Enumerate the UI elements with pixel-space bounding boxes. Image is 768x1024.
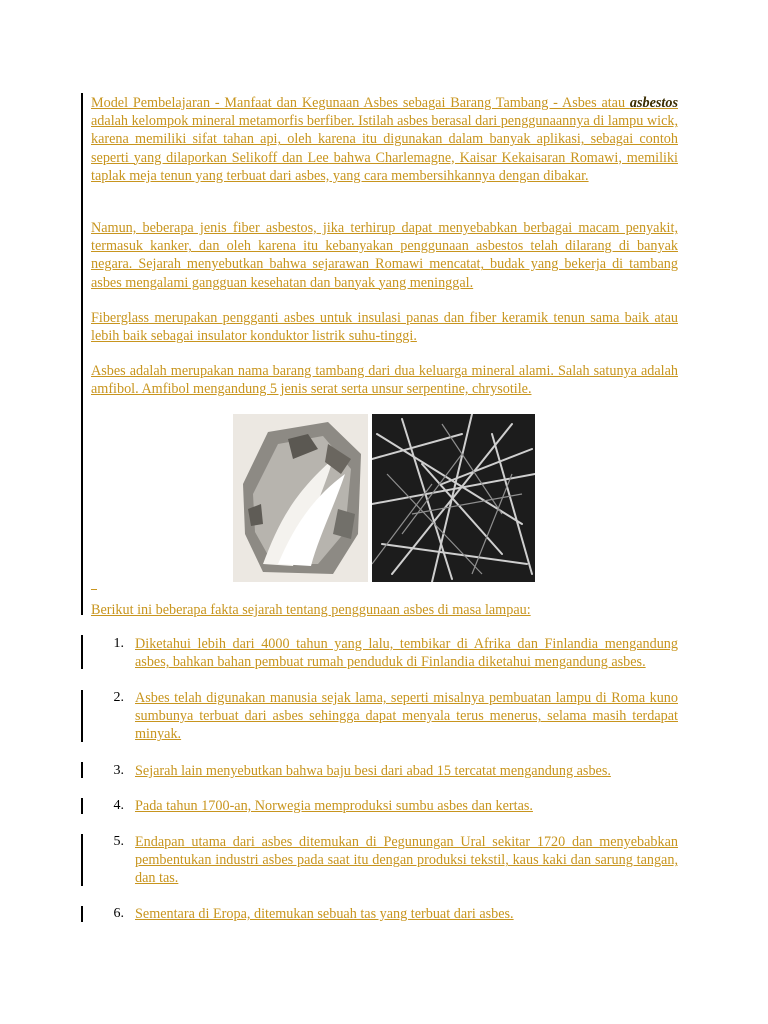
list-number: 4.: [113, 798, 124, 813]
list-item[interactable]: [91, 833, 678, 888]
list-item-text: Endapan utama dari asbes ditemukan di Pegunungan Ural sekitar 1720 dan menyebabkan pembentukan industri asbes pada saat itu dengan produksi tekstil, kaus kaki dan sarung tangan, dan tas.: [135, 834, 678, 887]
list-number: 6.: [113, 906, 124, 921]
revision-bar: [81, 635, 83, 669]
list-number: 3.: [113, 763, 124, 778]
list-item-text: Sementara di Eropa, ditemukan sebuah tas yang terbuat dari asbes.: [135, 906, 514, 922]
list-item-text: Asbes telah digunakan manusia sejak lama, seperti misalnya pembuatan lampu di Roma kuno sumbunya terbuat dari asbes sehingga dapat menyala terus menerus, selama masih terdapat minyak.: [135, 690, 678, 743]
revision-bar: [81, 834, 83, 886]
list-item-text: Sejarah lain menyebutkan bahwa baju besi dari abad 15 tercatat mengandung asbes.: [135, 763, 611, 779]
revision-bar: [81, 93, 83, 615]
revision-bar: [81, 798, 83, 814]
intro-text-continued: adalah kelompok mineral metamorfis berfiber. Istilah asbes berasal dari penggunaannya di lampu wick, karena memiliki sifat tahan api, oleh karena itu digunakan dalam banyak aplikasi, sebagai contoh seperti yang dilaporkan Selikoff dan Lee bahwa Charlemagne, Kaisar Kekaisaran Romawi, memiliki taplak meja tenun yang terbuat dari asbes, yang cara membersihkannya dengan dibakar.: [91, 113, 679, 184]
list-item[interactable]: [91, 905, 678, 923]
asbestos-fiber-micrograph: [372, 414, 535, 582]
revision-bar: [81, 906, 83, 922]
paragraph-intro[interactable]: [91, 94, 678, 185]
asbestos-mineral-photo: [233, 414, 368, 582]
empty-paragraph-marker: [91, 589, 97, 590]
paragraph-asbes-definition[interactable]: Asbes adalah merupakan nama barang tambang dari dua keluarga mineral alami. Salah satunya adalah amfibol. Amfibol mengandung 5 jenis serat serta unsur serpentine, chrysotile.: [91, 363, 678, 398]
list-item-text: Pada tahun 1700-an, Norwegia memproduksi sumbu asbes dan kertas.: [135, 798, 533, 814]
bold-term: asbestos: [629, 95, 678, 111]
paragraph-health[interactable]: Namun, beberapa jenis fiber asbestos, jika terhirup dapat menyebabkan berbagai macam penyakit, termasuk kanker, dan oleh karena itu kebanyakan penggunaan asbestos telah dilarang di banyak negara. Sejarah menyebutkan bahwa sejarawan Romawi mencatat, budak yang bekerja di tambang asbes mengalami gangguan kesehatan dan banyak yang meninggal.: [91, 220, 678, 291]
list-intro[interactable]: Berikut ini beberapa fakta sejarah tentang penggunaan asbes di masa lampau:: [91, 602, 531, 618]
list-item-text: Diketahui lebih dari 4000 tahun yang lalu, tembikar di Afrika dan Finlandia mengandung asbes, bahkan bahan pembuat rumah penduduk di Finlandia diketahui mengandung asbes.: [135, 636, 678, 671]
list-item[interactable]: [91, 762, 678, 780]
revision-bar: [81, 690, 83, 742]
list-number: 5.: [113, 834, 124, 849]
revision-bar: [81, 762, 83, 778]
intro-text: Model Pembelajaran - Manfaat dan Kegunaan Asbes sebagai Barang Tambang - Asbes atau: [91, 95, 630, 111]
list-item[interactable]: [91, 797, 678, 815]
list-number: 2.: [113, 690, 124, 705]
paragraph-fiberglass[interactable]: Fiberglass merupakan pengganti asbes untuk insulasi panas dan fiber keramik tenun sama baik atau lebih baik sebagai insulator konduktor listrik suhu-tinggi.: [91, 310, 678, 345]
list-item[interactable]: [91, 689, 678, 744]
list-number: 1.: [113, 636, 124, 651]
list-item[interactable]: [91, 635, 678, 671]
